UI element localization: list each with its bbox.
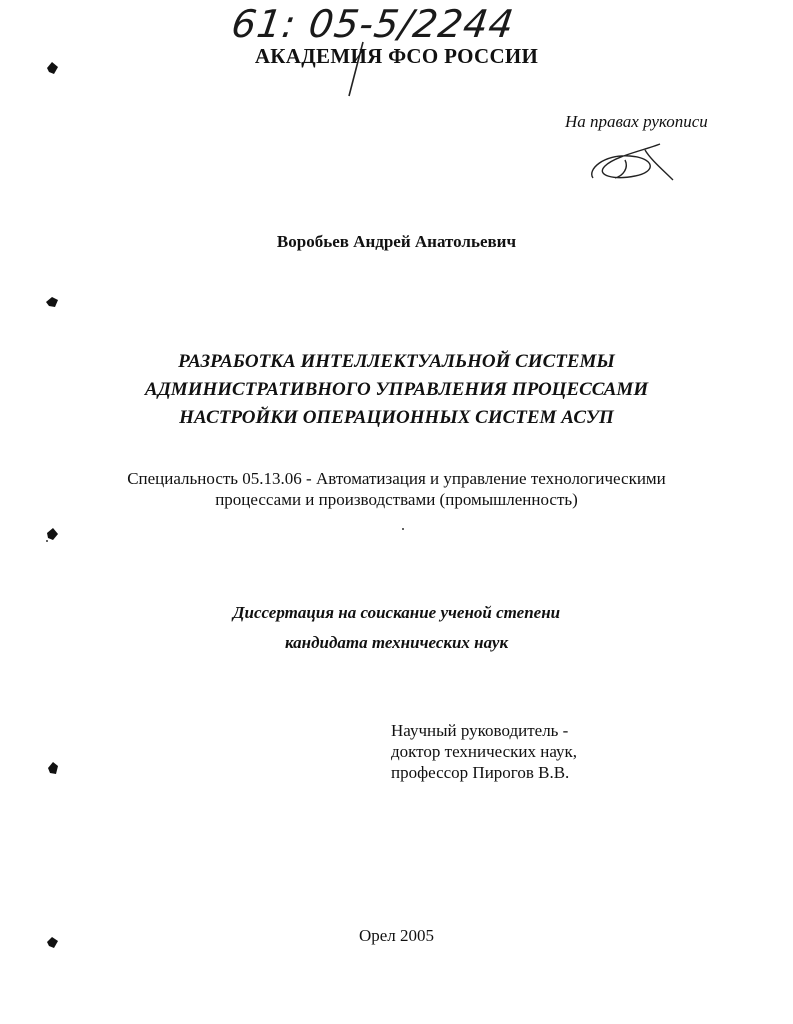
specialty-line-1: Специальность 05.13.06 - Автоматизация и управление технологическими [127,469,666,488]
supervisor-line-3: профессор Пирогов В.В. [391,763,570,782]
specialty-line-2: процессами и производствами (промышленность) [215,490,578,509]
supervisor-block [391,720,577,783]
specialty-text [0,468,793,510]
degree-statement [0,598,793,658]
signature-scribble [585,140,680,185]
supervisor-line-2: доктор технических наук, [391,742,578,761]
binding-mark-icon [44,60,60,76]
handwritten-archive-number: 61: 05-5/2244 [228,2,518,46]
degree-line-2: кандидата технических наук [284,633,509,652]
supervisor-line-1: Научный руководитель - [391,721,569,740]
binding-mark-icon [44,294,60,310]
manuscript-rights: На правах рукописи [565,112,708,131]
title-line: РАЗРАБОТКА ИНТЕЛЛЕКТУАЛЬНОЙ СИСТЕМЫ [178,351,615,372]
binding-mark-icon [44,760,60,776]
author-name: Воробьев Андрей Анатольевич [276,232,517,251]
scan-speck [46,540,48,542]
title-line: АДМИНИСТРАТИВНОГО УПРАВЛЕНИЯ ПРОЦЕССАМИ [144,379,649,400]
scan-speck [402,528,404,530]
degree-line-1: Диссертация на соискание ученой степени [232,603,561,622]
binding-mark-icon [44,934,60,950]
dissertation-title [0,348,793,432]
academy-title: АКАДЕМИЯ ФСО РОССИИ [254,44,539,68]
title-line: НАСТРОЙКИ ОПЕРАЦИОННЫХ СИСТЕМ АСУП [179,407,614,428]
city-year: Орел 2005 [358,926,435,945]
